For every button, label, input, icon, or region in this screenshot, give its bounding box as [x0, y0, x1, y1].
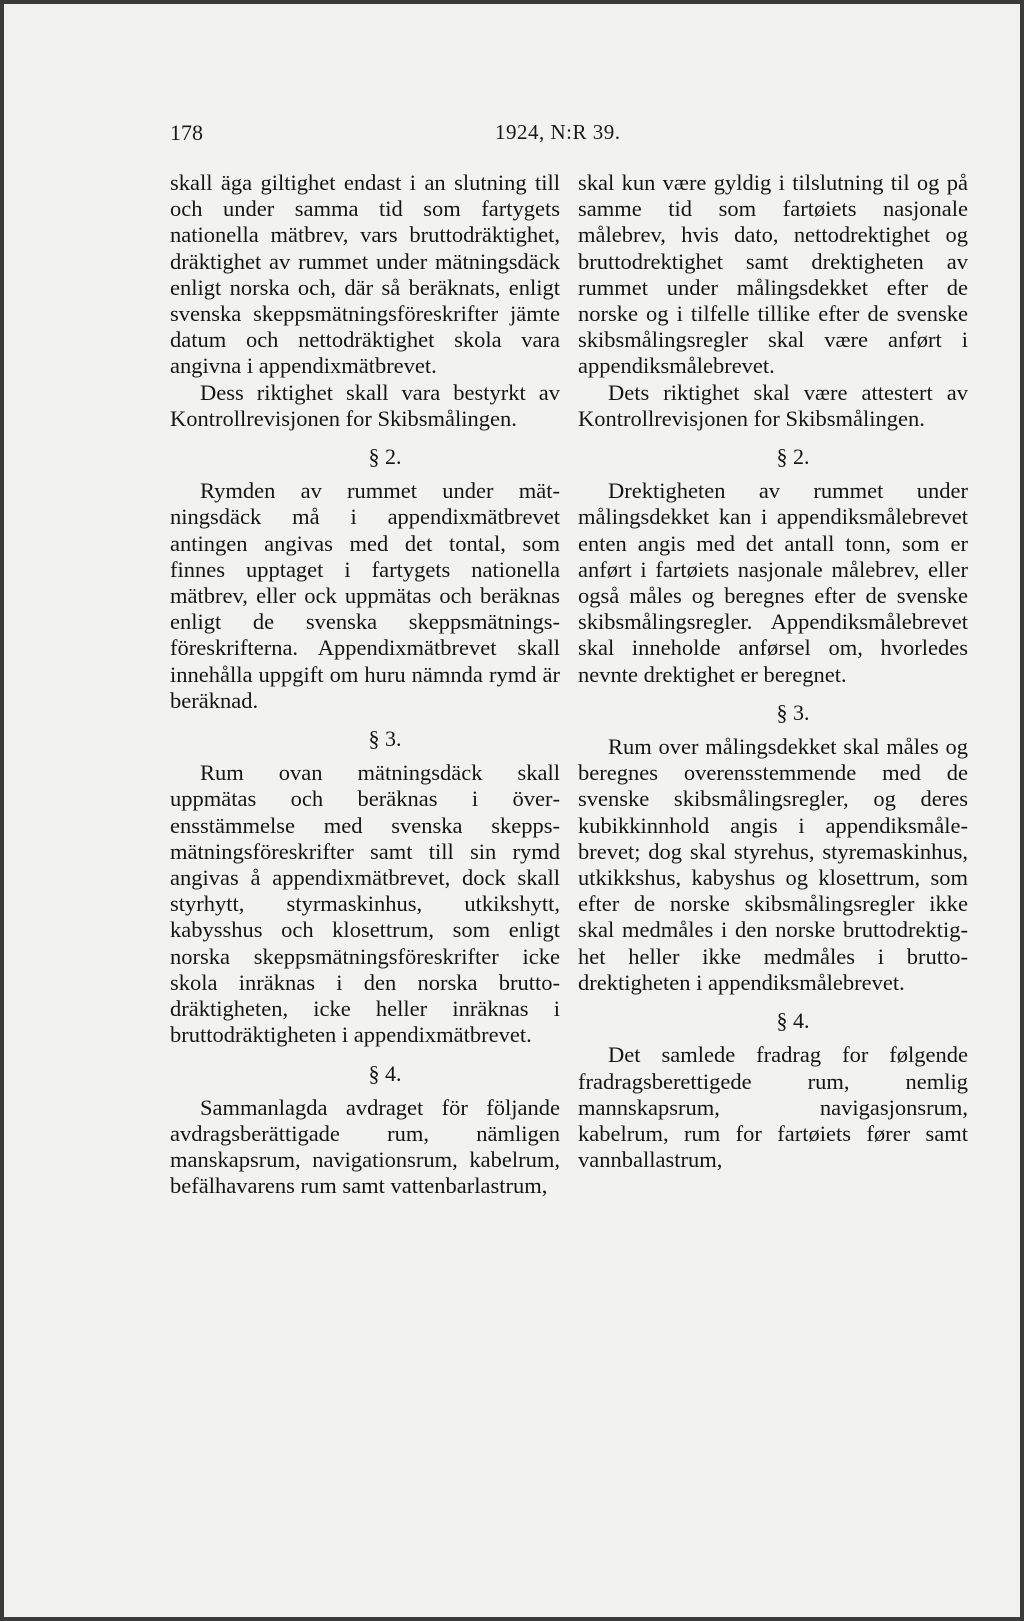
page-number: 178 [170, 120, 203, 145]
right-section-2 [578, 478, 968, 688]
left-section-2-heading: § 2. [368, 444, 402, 470]
right-sec3-para: Rum over målingsdekket skal måles og beregnes overensstemmende med de svenske skibsmålingsregler, og deres kubikkinnhold angis i appendiksmålebrevet; dog skal styrehus, styremaskinhus, utkikkshus, kabyshus og klosettrum, som efter de norske skibsmålingsregler ikke skal medmåles i den norske bruttodrektighet heller ikke medmåles i bruttodrektigheten i appendiksmålebrevet. [578, 734, 968, 995]
left-sec1-para-1: skall äga giltighet endast i an slutning till och under samma tid som fartygets nationella mätbrev, vars bruttodräktighet, dräktighet av rummet under mätningsdäck enligt norska och, där så beräknats, enligt svenska skeppsmätningsföreskrifter jämte datum och nettodräktighet skola vara angivna i appendixmätbrevet. [170, 170, 560, 379]
right-section-3-heading: § 3. [776, 699, 810, 725]
left-section-3-heading: § 3. [368, 726, 402, 752]
left-section-3 [170, 760, 560, 1048]
right-section-3 [578, 734, 968, 996]
left-section-1 [170, 170, 560, 432]
running-head: 1924, N:R 39. [495, 120, 621, 144]
right-section-1 [578, 170, 968, 432]
left-section-4 [170, 1095, 560, 1200]
left-sec1-para-2: Dess riktighet skall vara bestyrkt av Kontrollrevisjonen for Skibsmålingen. [170, 379, 560, 431]
page-header [170, 120, 960, 150]
right-sec1-para-2: Dets riktighet skal være attestert av Kontrollrevisjonen for Skibsmålingen. [578, 379, 968, 431]
left-section-4-heading: § 4. [368, 1060, 402, 1086]
left-sec4-para: Sammanlagda avdraget för följande avdragsberättigade rum, nämligen manskapsrum, navigationsrum, kabelrum, befälhavarens rum samt vattenbarlastrum, [170, 1094, 560, 1199]
right-sec4-para: Det samlede fradrag for følgende fradragsberettigede rum, nemlig mannskapsrum, navigasjonsrum, kabelrum, rum for fartøiets fører samt vannballastrum, [578, 1042, 968, 1173]
right-sec2-para: Drektigheten av rummet under målingsdekket kan i appendiksmålebrevet enten angis med det antall tonn, som er anført i fartøiets nasjonale målebrev, eller også måles og beregnes efter de svenske skibsmålingsregler. Appendiksmålebrevet skal inneholde anførsel om, hvorledes nevnte drektighet er beregnet. [578, 478, 968, 687]
right-sec1-para-1: skal kun være gyldig i tilslutning til og på samme tid som fartøiets nasjonale målebrev, hvis dato, nettodrektighet og bruttodrektighet samt drektigheten av rummet under målingsdekket efter de norske og i tilfelle tillike efter de svenske skibsmålingsregler skal være anført i appendiksmålebrevet. [578, 170, 968, 379]
left-sec2-para: Rymden av rummet under mätningsdäck må i appendixmätbrevet antingen angivas med det tontal, som finnes upptaget i fartygets nationella mätbrev, eller ock uppmätas och beräknas enligt de svenska skeppsmätningsföreskrifterna. Appendixmätbrevet skall innehålla uppgift om huru nämnda rymd är beräknad. [170, 478, 560, 713]
right-section-4-heading: § 4. [776, 1008, 810, 1034]
swedish-column [170, 170, 560, 1200]
left-section-2 [170, 478, 560, 714]
norwegian-column [578, 170, 968, 1173]
right-section-4 [578, 1042, 968, 1173]
right-section-2-heading: § 2. [776, 444, 810, 470]
left-sec3-para: Rum ovan mätningsdäck skall uppmätas och beräknas i överensstämmelse med svenska skeppsmätningsföreskrifter samt till sin rymd angivas å appendixmätbrevet, dock skall styrhytt, styrmaskinhus, utkikshytt, kabysshus och klosettrum, som enligt norska skeppsmätningsföreskrifter icke skola inräknas i den norska bruttodräktigheten, icke heller inräknas i bruttodräktigheten i appendixmätbrevet. [170, 760, 560, 1048]
